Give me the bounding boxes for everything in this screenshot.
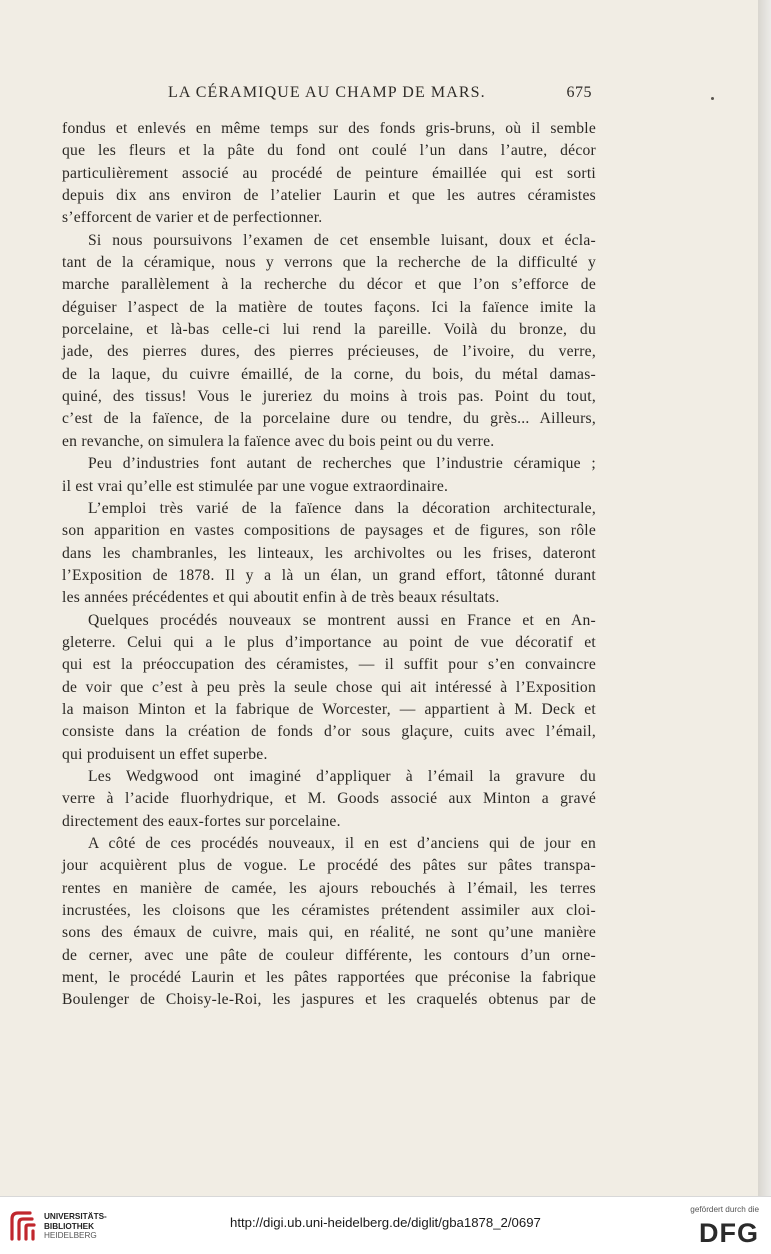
library-name-line: BIBLIOTHEK — [44, 1221, 95, 1231]
text-line: de la laque, du cuivre émaillé, de la corne, du bois, du métal damas- — [62, 365, 596, 383]
text-line: les années précédentes et qui aboutit enfin à de très beaux résultats. — [62, 589, 500, 607]
text-line: de voir que c’est à peu près la seule chose qui ait intéressé à l’Exposition — [62, 678, 596, 696]
dfg-logo[interactable]: DFG — [699, 1218, 759, 1248]
text-line: son apparition en vastes compositions de paysages et de figures, son rôle — [62, 522, 596, 540]
text-line: dans les chambranles, les linteaux, les archivoltes ou les frises, dateront — [62, 544, 596, 562]
text-line: particulièrement associé au procédé de peinture émaillée qui est sorti — [62, 164, 596, 182]
library-name-line: UNIVERSITÄTS- — [44, 1212, 107, 1221]
text-line: L’emploi très varié de la faïence dans la décoration architecturale, — [88, 499, 596, 517]
text-line: rentes en manière de camée, les ajours rebouchés à l’émail, les terres — [62, 879, 596, 897]
text-line: marche parallèlement à la recherche du décor et que l’on s’efforce de — [62, 276, 596, 294]
text-line: verre à l’acide fluorhydrique, et M. Goods associé aux Minton a gravé — [62, 790, 596, 808]
text-line: en revanche, on simulera la faïence avec du bois peint ou du verre. — [62, 432, 495, 450]
text-line: s’efforcent de varier et de perfectionner. — [62, 209, 323, 227]
text-line: Boulenger de Choisy-le-Roi, les jaspures et les craquelés obtenus par de — [62, 991, 596, 1009]
text-line: l’Exposition de 1878. Il y a là un élan, un grand effort, tâtonné durant — [62, 566, 596, 584]
text-line: Quelques procédés nouveaux se montrent aussi en France et en An- — [88, 611, 596, 629]
text-line: porcelaine, et là-bas celle-ci lui rend la pareille. Voilà du bronze, du — [62, 321, 596, 339]
ink-speck — [711, 97, 714, 100]
text-line: Si nous poursuivons l’examen de cet ensemble luisant, doux et écla- — [88, 231, 596, 249]
text-line: qui produisent un effet superbe. — [62, 745, 268, 763]
text-line: qui est la préoccupation des céramistes, — il suffit pour s’en convaincre — [62, 656, 596, 674]
text-line: Les Wedgwood ont imaginé d’appliquer à l’émail la gravure du — [88, 767, 596, 785]
permalink-url[interactable]: http://digi.ub.uni-heidelberg.de/diglit/gba1878_2/0697 — [230, 1215, 541, 1230]
library-name-line: HEIDELBERG — [44, 1231, 97, 1241]
text-line: c’est de la faïence, de la porcelaine dure ou tendre, du grès... Ailleurs, — [62, 410, 596, 428]
sponsor-note: gefördert durch die — [690, 1205, 759, 1214]
text-line: de cerner, avec une pâte de couleur différente, les contours d’un orne- — [62, 946, 596, 964]
text-line: gleterre. Celui qui a le plus d’importance au point de vue décoratif et — [62, 633, 596, 651]
scan-edge — [758, 0, 771, 1196]
text-line: jade, des pierres dures, des pierres précieuses, de l’ivoire, du verre, — [62, 343, 596, 361]
text-line: A côté de ces procédés nouveaux, il en est d’anciens qui de jour en — [88, 835, 596, 852]
text-line: quiné, des tissus! Vous le jureriez du moins à trois pas. Point du tout, — [62, 388, 596, 406]
text-line: depuis dix ans environ de l’atelier Laurin et que les autres céramistes — [62, 187, 596, 205]
running-title: LA CÉRAMIQUE AU CHAMP DE MARS. — [168, 84, 486, 101]
library-name — [44, 1212, 107, 1241]
viewer-footer — [0, 1196, 771, 1254]
body-text — [62, 118, 596, 1012]
text-line: déguiser l’aspect de la matière de toutes façons. Ici la faïence imite la — [62, 298, 596, 316]
text-line: jour acquièrent plus de vogue. Le procédé des pâtes sur pâtes transpa- — [62, 857, 596, 875]
text-line: incrustées, les cloisons que les céramistes prétendent assimiler aux cloi- — [62, 902, 596, 920]
running-head — [168, 84, 592, 108]
heidelberg-library-logo-icon[interactable] — [8, 1209, 38, 1243]
text-line: il est vrai qu’elle est stimulée par une vogue extraordinaire. — [62, 477, 449, 495]
text-line: sons des émaux de cuivre, mais qui, en réalité, ne sont qu’une manière — [62, 924, 596, 942]
text-line: ment, le procédé Laurin et les pâtes rapportées que préconise la fabrique — [62, 969, 596, 987]
text-line: la maison Minton et la fabrique de Worcester, — appartient à M. Deck et — [62, 700, 596, 718]
text-line: Peu d’industries font autant de recherches que l’industrie céramique ; — [88, 455, 596, 473]
text-line: consiste dans la création de fonds d’or sous glaçure, cuits avec l’émail, — [62, 723, 596, 741]
text-line: fondus et enlevés en même temps sur des fonds gris-bruns, où il semble — [62, 120, 596, 137]
text-line: tant de la céramique, nous y verrons que la recherche de la difficulté y — [62, 254, 596, 272]
page-number: 675 — [566, 84, 592, 101]
text-line: que les fleurs et la pâte du fond ont coulé l’un dans l’autre, décor — [62, 142, 596, 160]
text-line: directement des eaux-fortes sur porcelaine. — [62, 812, 341, 830]
